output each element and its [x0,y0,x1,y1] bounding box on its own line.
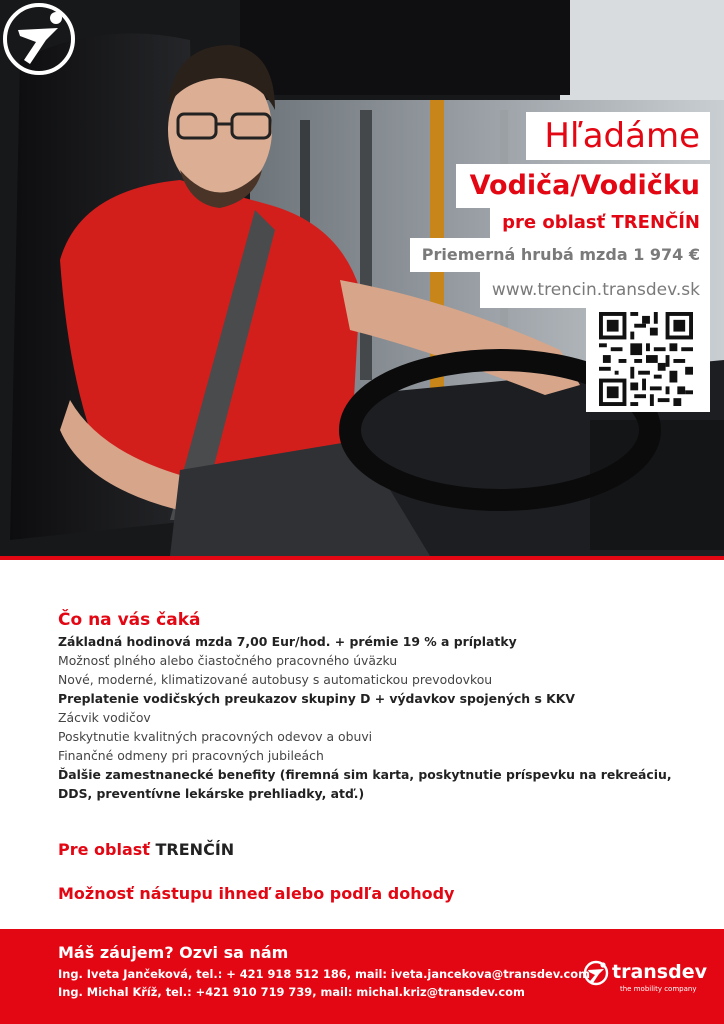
benefit-item: Ďalšie zamestnanecké benefity (firemná sim karta, poskytnutie príspevku na rekreáciu, [58,767,672,782]
start-date-info: Možnosť nástupu ihneď alebo podľa dohody [58,884,455,903]
contact-title: Máš záujem? Ozvi sa nám [58,943,289,962]
benefit-item: Poskytnutie kvalitných pracovných odevov a obuvi [58,729,373,744]
hero-divider [0,556,724,560]
transdev-runner-logo-icon [0,0,78,78]
benefits-title: Čo na vás čaká [58,610,201,630]
qr-code-icon [598,312,694,406]
headline: Hľadáme [526,112,710,160]
region-city: TRENČÍN [155,840,235,859]
transdev-runner-logo-icon [582,959,612,987]
benefit-item: Nové, moderné, klimatizované autobusy s automatickou prevodovkou [58,672,493,687]
brand-name: transdev [612,961,707,983]
benefit-item: DDS, preventívne lekárske prehliadky, atď.) [58,786,365,801]
job-position: Vodiča/Vodičku [456,164,710,208]
contact-line[interactable]: Ing. Michal Kříž, tel.: +421 910 719 739, mail: michal.kriz@transdev.com [58,985,525,999]
region-heading [58,840,234,859]
region-prefix: Pre oblasť [58,840,150,859]
benefit-item: Možnosť plného alebo čiastočného pracovného úväzku [58,653,398,668]
qr-code[interactable] [586,306,710,412]
brand-tagline: the mobility company [620,985,697,993]
contact-footer [0,929,724,1024]
region-line [490,206,710,240]
contact-line[interactable]: Ing. Iveta Jančeková, tel.: + 421 918 512 186, mail: iveta.jancekova@transdev.com [58,967,590,981]
benefit-item: Základná hodinová mzda 7,00 Eur/hod. + prémie 19 % a príplatky [58,634,517,649]
region-prefix: pre oblasť [502,212,606,233]
website-link[interactable]: www.trencin.transdev.sk [480,272,710,308]
benefit-item: Zácvik vodičov [58,710,151,725]
transdev-brand-logo [582,959,707,999]
benefit-item: Preplatenie vodičských preukazov skupiny D + výdavkov spojených s KKV [58,691,575,706]
salary-info: Priemerná hrubá mzda 1 974 € [410,238,710,272]
region-city: TRENČÍN [611,212,700,233]
benefit-item: Finančné odmeny pri pracovných jubileách [58,748,324,763]
benefits-list [58,632,678,803]
